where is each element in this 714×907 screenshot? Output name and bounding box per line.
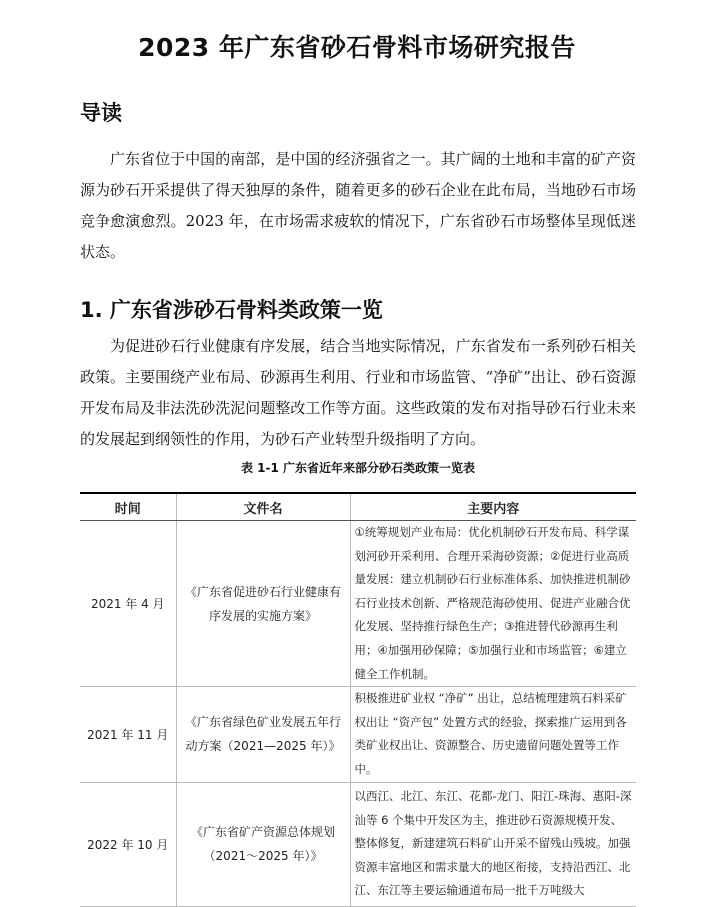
row-file: 《广东省绿色矿业发展五年行动方案（2021—2025 年）》 — [176, 687, 350, 782]
header-content: 主要内容 — [350, 493, 636, 521]
table-row — [80, 521, 636, 687]
intro-paragraph: 广东省位于中国的南部，是中国的经济强省之一。其广阔的土地和丰富的矿产资源为砂石开采提供了得天独厚的条件，随着更多的砂石企业在此布局，当地砂石市场竞争愈演愈烈。2023 年，在市场需求疲软的情况下，广东省砂石市场整体呈现低迷状态。 — [80, 150, 636, 261]
row-time: 2021 年 11 月 — [80, 687, 176, 782]
table-caption: 表 1-1 广东省近年来部分砂石类政策一览表 — [240, 461, 476, 475]
row-file: 《广东省促进砂石行业健康有序发展的实施方案》 — [176, 521, 350, 687]
table-header-row — [80, 493, 636, 521]
header-file: 文件名 — [176, 493, 350, 521]
header-time: 时间 — [80, 493, 176, 521]
table-row — [80, 782, 636, 906]
row-content: ①统筹规划产业布局：优化机制砂石开发布局、科学谋划河砂开采利用、合理开采海砂资源；②促进行业高质量发展：建立机制砂石行业标准体系、加快推进机制砂石行业技术创新、严格规范海砂使用、促进产业融合优化发展、坚持推行绿色生产；③推进替代砂源再生利用；④加强用砂保障；⑤加强行业和市场监管；⑥建立健全工作机制。 — [350, 521, 636, 687]
row-file: 《广东省矿产资源总体规划（2021～2025 年）》 — [176, 782, 350, 906]
row-time: 2021 年 4 月 — [80, 521, 176, 687]
table-row — [80, 687, 636, 782]
section-1-paragraph: 为促进砂石行业健康有序发展，结合当地实际情况，广东省发布一系列砂石相关政策。主要围绕产业布局、砂源再生利用、行业和市场监管、“净矿”出让、砂石资源开发布局及非法洗砂洗泥问题整改工作等方面。这些政策的发布对指导砂石行业未来的发展起到纲领性的作用，为砂石产业转型升级指明了方向。 — [80, 337, 636, 448]
row-content: 以西江、北江、东江、花都-龙门、阳江-珠海、惠阳-深汕等 6 个集中开发区为主，推进砂石资源规模开发、整体修复，新建建筑石料矿山开采不留残山残坡。加强资源丰富地区和需求量大的地区衔接，支持沿西江、北江、东江等主要运输通道布局一批千万吨级大 — [350, 782, 636, 906]
policy-table — [80, 492, 636, 907]
row-time: 2022 年 10 月 — [80, 782, 176, 906]
document-title: 2023 年广东省砂石骨料市场研究报告 — [138, 33, 576, 62]
intro-heading: 导读 — [80, 101, 122, 125]
section-1-heading: 1. 广东省涉砂石骨料类政策一览 — [80, 298, 383, 322]
row-content: 积极推进矿业权 “净矿” 出让，总结梳理建筑石料采矿权出让 “资产包” 处置方式的经验，探索推广运用到各类矿业权出让、资源整合、历史遗留问题处置等工作中。 — [350, 687, 636, 782]
